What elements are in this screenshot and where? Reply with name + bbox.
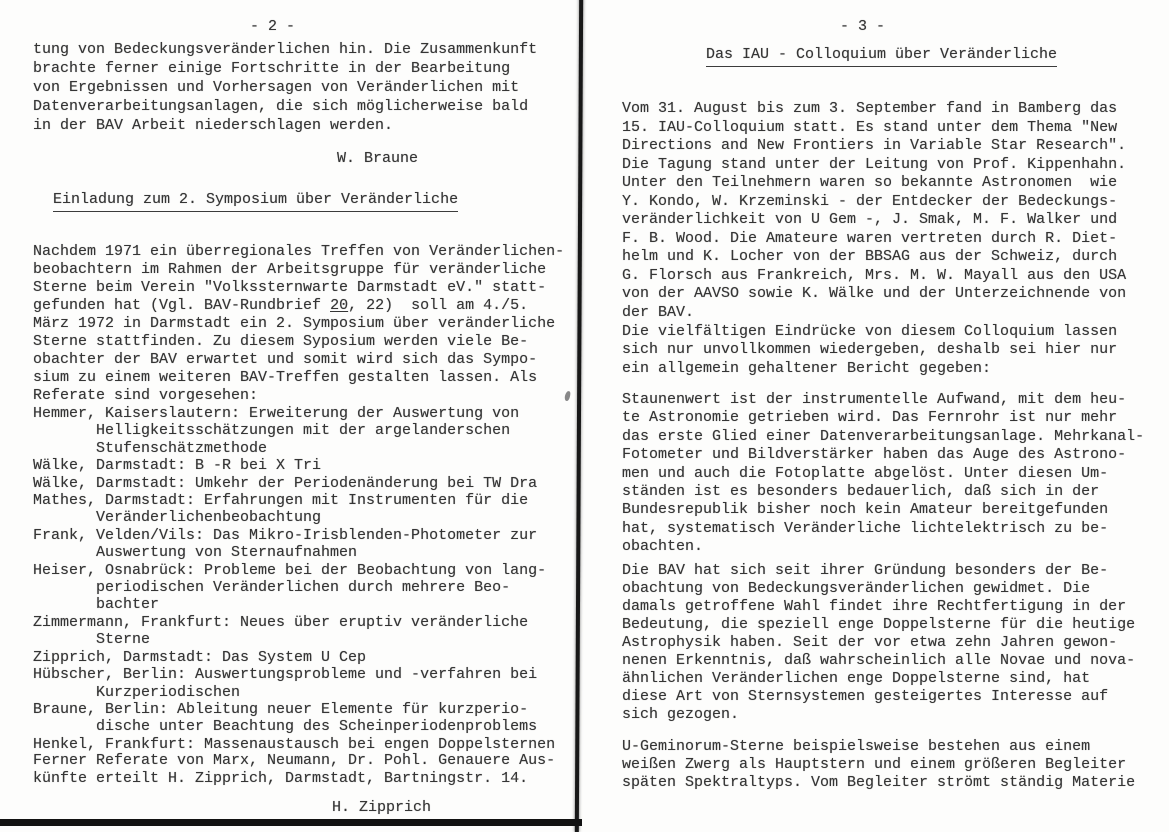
text-line: gefunden hat (Vgl. BAV-Rundbrief 20, 22) soll am 4./5. [33,297,529,314]
text-line: te Astronomie getrieben wird. Das Fernrohr ist nur mehr [622,409,1118,427]
text-line: Zipprich, Darmstadt: Das System U Cep [33,648,367,666]
text-line: sich gezogen. [622,706,740,723]
text-line: von Ergebnissen und Vorhersagen von Veränderlichen mit [33,79,520,96]
text-line: dische unter Beachtung des Scheinperiodenproblems [33,718,538,736]
text-line: ein allgemein gehaltener Bericht gegeben: [622,359,992,377]
text-line: Directions and New Frontiers in Variable Star Research". [622,137,1127,154]
u-geminorum-paragraph [622,738,1135,792]
text-line: sium zu einem weiteren BAV-Treffen gestalten lassen. Als [33,369,538,386]
text-line: hat, systematisch Veränderliche lichtelektrisch zu be- [622,519,1109,537]
page-number-right: - 3 - [840,18,886,35]
text-line: Vom 31. August bis zum 3. September fand in Bamberg das [622,100,1118,117]
impressions-paragraph [622,323,1117,378]
text-line: in der BAV Arbeit niederschlagen werden. [33,117,394,134]
text-line: ähnlichen Veränderlichen enge Doppelsterne sind, hat [622,670,1091,687]
section-heading-iau-colloquium: Das IAU - Colloquium über Veränderliche [706,46,1057,67]
referate-list [33,405,555,753]
text-line: Sterne stattfinden. Zu diesem Syposium werden viele Be- [33,333,529,350]
book-gutter-line [575,0,583,832]
text-line: F. B. Wood. Die Amateure waren vertreten durch R. Diet- [622,229,1118,247]
text-line: brachte ferner einige Fortschritte in der Bearbeitung [33,60,511,77]
text-line: Bundesrepublik bisher noch kein Amateur bereitgefunden [622,501,1109,519]
text-line: Hemmer, Kaiserslautern: Erweiterung der Auswertung von [33,405,520,422]
intro-paragraph [33,40,537,135]
text-line: Die vielfältigen Eindrücke von diesem Colloquium lassen [622,323,1118,340]
text-line: weißen Zwerg als Hauptstern und einem größeren Begleiter [622,756,1127,773]
invitation-paragraph [33,243,564,405]
text-line: ständen ist es besonders bedauerlich, daß sich in der [622,483,1100,501]
signature-zipprich: H. Zipprich [332,799,432,816]
colloquium-paragraph [622,100,1126,322]
text-line: 15. IAU-Colloquium statt. Es stand unter dem Thema "New [622,118,1118,136]
text-line: späten Spektraltyps. Vom Begleiter strömt ständig Materie [622,774,1136,791]
text-line: Sterne [33,631,151,649]
text-line: Wälke, Darmstadt: B -R bei X Tri [33,457,322,475]
text-line: Hübscher, Berlin: Auswertungsprobleme und -verfahren bei [33,666,538,684]
text-line: Fotometer und Bildverstärker haben das Auge des Astrono- [622,446,1127,464]
text-line: Zimmermann, Frankfurt: Neues über eruptiv veränderliche [33,613,529,631]
text-line: Helligkeitsschätzungen mit der argelanderschen [33,422,511,440]
text-line: helm und K. Locher von der BBSAG aus der Schweiz, durch [622,248,1118,265]
text-line: Frank, Velden/Vils: Das Mikro-Irisblenden-Photometer zur [33,526,538,544]
text-line: der BAV. [622,303,695,321]
text-line: Ferner Referate von Marx, Neumann, Dr. Pohl. Genauere Aus- [33,752,556,769]
text-line: Y. Kondo, W. Krzeminski - der Entdecker der Bedeckungs- [622,192,1118,210]
text-line: von der AAVSO sowie K. Wälke und der Unterzeichnende von [622,285,1127,302]
section-heading-symposium: Einladung zum 2. Symposium über Veränderliche [53,191,458,212]
text-line: periodischen Veränderlichen durch mehrere Beo- [33,579,511,597]
text-line: nenen Erkenntnis, daß wahrscheinlich alle Novae und nova- [622,652,1136,669]
text-line: Wälke, Darmstadt: Umkehr der Periodenänderung bei TW Dra [33,474,538,492]
text-line: bachter [33,596,160,614]
text-line: obachten. [622,538,704,556]
text-line: diese Art von Sternsystemen gesteigertes Interesse auf [622,688,1109,705]
text-line: Die Tagung stand unter der Leitung von Prof. Kippenhahn. [622,155,1127,173]
text-line: Staunenwert ist der instrumentelle Aufwand, mit dem heu- [622,391,1127,408]
text-line: Mathes, Darmstadt: Erfahrungen mit Instrumenten für die [33,492,529,510]
text-line: Unter den Teilnehmern waren so bekannte Astronomen wie [622,174,1118,191]
text-line: Bedeutung, die speziell enge Doppelsterne für die heutige [622,616,1136,633]
text-line: Auswertung von Sternaufnahmen [33,544,358,562]
text-line: das erste Glied einer Datenverarbeitungsanlage. Mehrkanal- [622,427,1145,445]
text-line: veränderlichkeit von U Gem -, J. Smak, M. F. Walker und [622,211,1118,228]
scan-edge-bar [0,819,582,826]
text-line: beobachtern im Rahmen der Arbeitsgruppe für veränderliche [33,261,547,278]
text-line: obachter der BAV erwartet und somit wird sich das Sympo- [33,351,538,368]
text-line: Henkel, Frankfurt: Massenaustausch bei engen Doppelsternen [33,735,556,753]
text-line: Datenverarbeitungsanlagen, die sich möglicherweise bald [33,98,529,115]
text-line: Braune, Berlin: Ableitung neuer Elemente für kurzperio- [33,700,529,718]
text-line: künfte erteilt H. Zipprich, Darmstadt, Bartningstr. 14. [33,769,529,787]
instruments-paragraph [622,391,1144,557]
text-line: Stufenschätzmethode [33,439,268,457]
text-line: Veränderlichenbeobachtung [33,509,322,527]
text-line: U-Geminorum-Sterne beispielsweise bestehen aus einem [622,738,1091,755]
text-line: obachtung von Bedeckungsveränderlichen gewidmet. Die [622,580,1091,597]
page-number-left: - 2 - [250,18,296,35]
text-line: März 1972 in Darmstadt ein 2. Symposium über veränderliche [33,315,556,332]
text-line: sich nur unvollkommen wiedergeben, deshalb sei hier nur [622,341,1118,359]
further-referate-paragraph [33,752,555,787]
text-line: Astrophysik haben. Seit der vor etwa zehn Jahren gewon- [622,634,1118,651]
text-line: tung von Bedeckungsveränderlichen hin. Die Zusammenkunft [33,41,538,58]
text-line: Die BAV hat sich seit ihrer Gründung besonders der Be- [622,562,1109,579]
text-line: Kurzperiodischen [33,683,241,701]
text-line: G. Florsch aus Frankreich, Mrs. M. W. Mayall aus den USA [622,266,1127,284]
bav-paragraph [622,562,1135,724]
text-line: Nachdem 1971 ein überregionales Treffen von Veränderlichen- [33,243,565,260]
text-line: damals getroffene Wahl findet ihre Rechtfertigung in der [622,598,1127,615]
text-line: Heiser, Osnabrück: Probleme bei der Beobachtung von lang- [33,561,547,579]
scan-speck [564,391,571,402]
text-line: Sterne beim Verein "Volkssternwarte Darmstadt eV." statt- [33,279,547,296]
signature-braune: W. Braune [337,150,419,167]
text-line: Referate sind vorgesehen: [33,387,259,404]
text-line: men und auch die Fotoplatte abgelöst. Unter diesen Um- [622,464,1109,482]
